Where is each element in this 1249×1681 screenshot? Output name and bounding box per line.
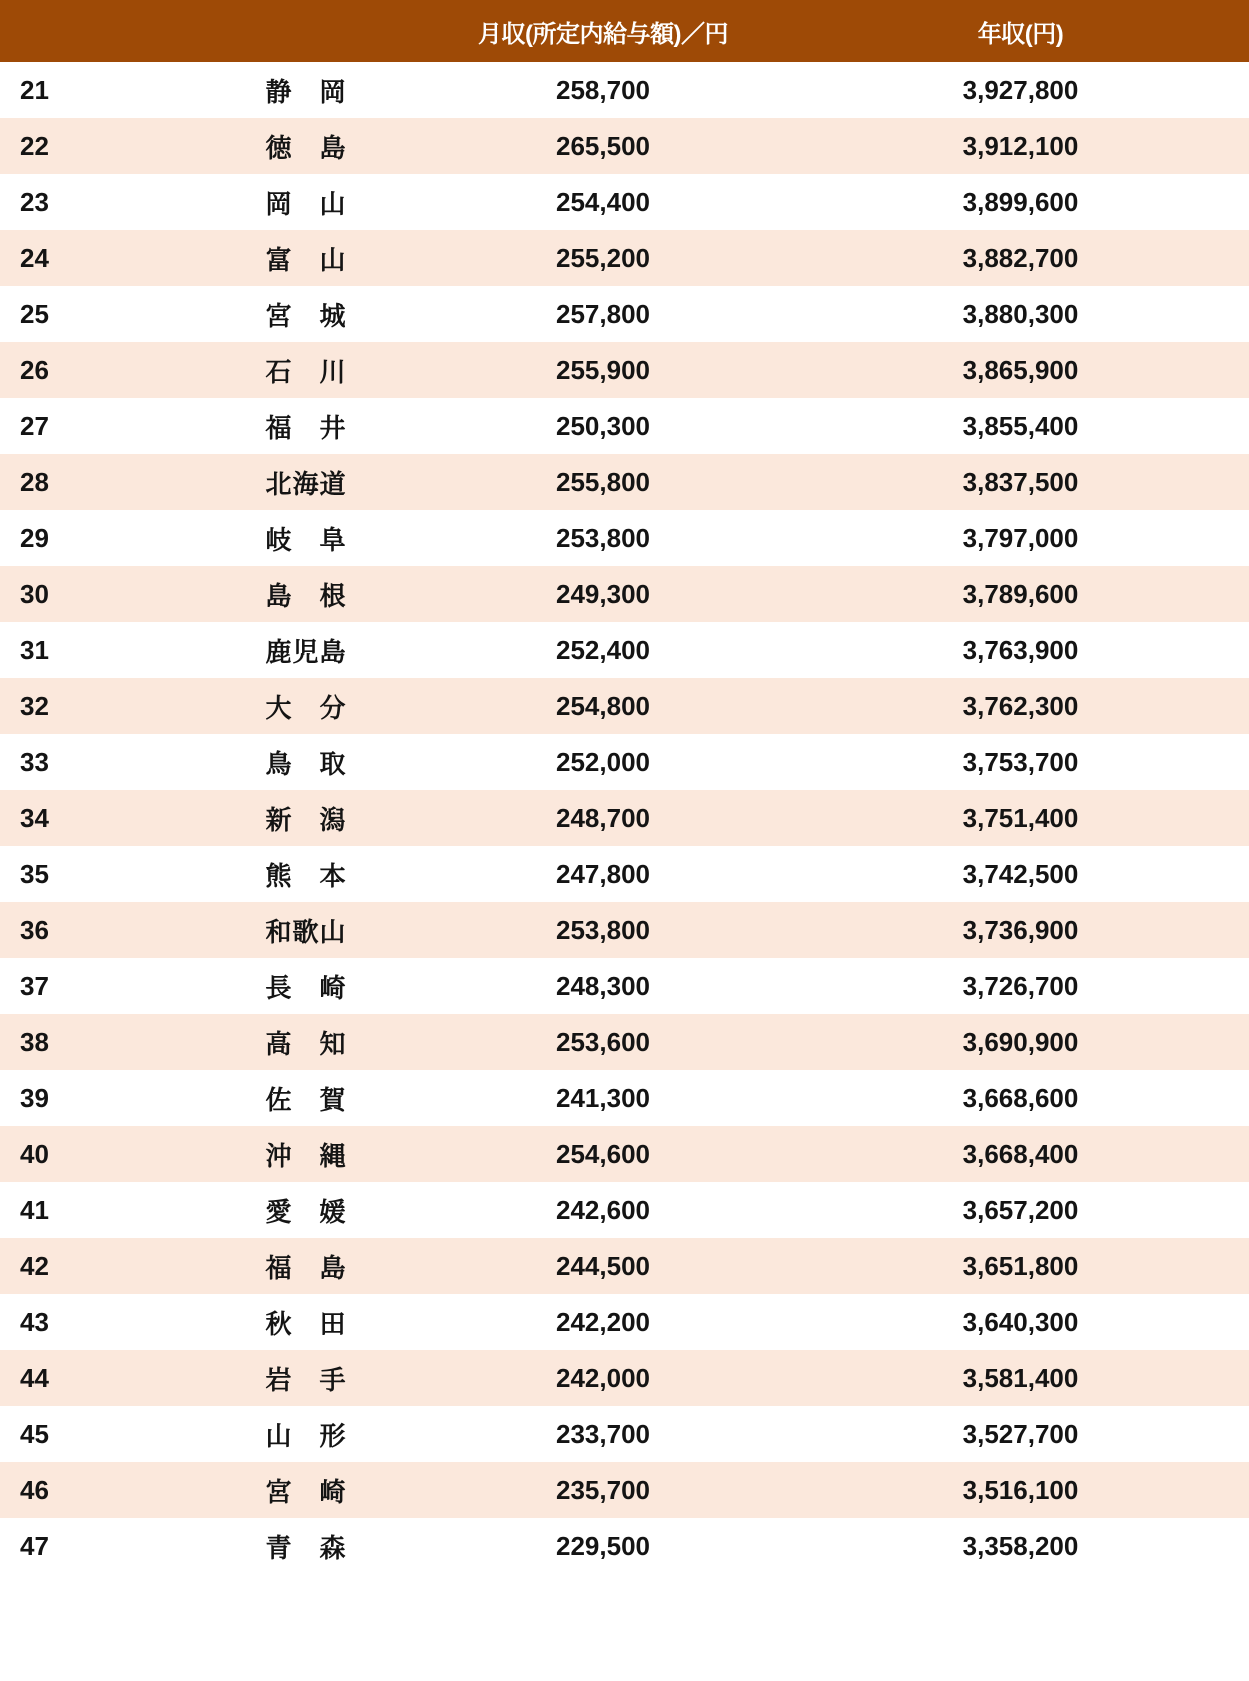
cell-monthly-income: 244,500 — [556, 1250, 650, 1281]
cell-annual-income: 3,927,800 — [962, 74, 1079, 105]
cell-rank: 21 — [20, 74, 49, 105]
column-header-rank — [0, 0, 200, 62]
cell-annual-income: 3,797,000 — [962, 522, 1079, 553]
cell-rank: 25 — [20, 298, 49, 329]
cell-monthly-income: 254,600 — [556, 1138, 650, 1169]
cell-rank: 40 — [20, 1138, 49, 1169]
cell-annual-income: 3,882,700 — [962, 242, 1079, 273]
cell-prefecture: 熊 本 — [265, 860, 347, 891]
cell-monthly-income: 255,800 — [556, 466, 650, 497]
table-row — [0, 1406, 1249, 1462]
cell-monthly-income: 265,500 — [556, 130, 650, 161]
cell-prefecture: 高 知 — [265, 1028, 347, 1059]
cell-monthly-income: 248,300 — [556, 970, 650, 1001]
table-row — [0, 454, 1249, 510]
cell-prefecture: 和歌山 — [265, 916, 347, 947]
table-row — [0, 510, 1249, 566]
cell-annual-income: 3,651,800 — [962, 1250, 1079, 1281]
cell-rank: 32 — [20, 690, 49, 721]
cell-rank: 27 — [20, 410, 49, 441]
cell-annual-income: 3,899,600 — [962, 186, 1079, 217]
cell-rank: 26 — [20, 354, 49, 385]
table-row — [0, 1126, 1249, 1182]
table-row — [0, 1014, 1249, 1070]
cell-rank: 29 — [20, 522, 49, 553]
cell-annual-income: 3,763,900 — [962, 634, 1079, 665]
cell-prefecture: 山 形 — [265, 1420, 347, 1451]
cell-prefecture: 宮 崎 — [265, 1476, 347, 1507]
table-body — [0, 62, 1249, 1574]
cell-prefecture: 福 島 — [265, 1252, 347, 1283]
cell-rank: 47 — [20, 1530, 49, 1561]
table-row — [0, 566, 1249, 622]
cell-monthly-income: 249,300 — [556, 578, 650, 609]
cell-prefecture: 青 森 — [265, 1532, 347, 1563]
cell-rank: 46 — [20, 1474, 49, 1505]
cell-prefecture: 鳥 取 — [265, 748, 347, 779]
cell-monthly-income: 257,800 — [556, 298, 650, 329]
table-row — [0, 1070, 1249, 1126]
table-row — [0, 286, 1249, 342]
cell-annual-income: 3,358,200 — [962, 1530, 1079, 1561]
table-row — [0, 958, 1249, 1014]
cell-annual-income: 3,668,600 — [962, 1082, 1079, 1113]
cell-rank: 23 — [20, 186, 49, 217]
cell-monthly-income: 229,500 — [556, 1530, 650, 1561]
cell-rank: 45 — [20, 1418, 49, 1449]
table-row — [0, 230, 1249, 286]
table-row — [0, 174, 1249, 230]
cell-monthly-income: 253,800 — [556, 914, 650, 945]
cell-monthly-income: 254,800 — [556, 690, 650, 721]
cell-prefecture: 岩 手 — [265, 1364, 347, 1395]
cell-annual-income: 3,581,400 — [962, 1362, 1079, 1393]
cell-rank: 28 — [20, 466, 49, 497]
cell-rank: 37 — [20, 970, 49, 1001]
cell-monthly-income: 253,800 — [556, 522, 650, 553]
cell-monthly-income: 242,200 — [556, 1306, 650, 1337]
table-row — [0, 1350, 1249, 1406]
cell-annual-income: 3,668,400 — [962, 1138, 1079, 1169]
cell-monthly-income: 252,000 — [556, 746, 650, 777]
cell-monthly-income: 252,400 — [556, 634, 650, 665]
cell-monthly-income: 241,300 — [556, 1082, 650, 1113]
cell-prefecture: 新 潟 — [265, 804, 347, 835]
cell-annual-income: 3,742,500 — [962, 858, 1079, 889]
table-row — [0, 1238, 1249, 1294]
table-row — [0, 734, 1249, 790]
cell-monthly-income: 233,700 — [556, 1418, 650, 1449]
cell-prefecture: 宮 城 — [265, 300, 347, 331]
cell-monthly-income: 247,800 — [556, 858, 650, 889]
cell-annual-income: 3,527,700 — [962, 1418, 1079, 1449]
table-row — [0, 1294, 1249, 1350]
cell-annual-income: 3,837,500 — [962, 466, 1079, 497]
cell-rank: 22 — [20, 130, 49, 161]
table-row — [0, 678, 1249, 734]
cell-prefecture: 岐 阜 — [265, 524, 347, 555]
table-row — [0, 1518, 1249, 1574]
cell-monthly-income: 255,900 — [556, 354, 650, 385]
cell-annual-income: 3,912,100 — [962, 130, 1079, 161]
cell-monthly-income: 248,700 — [556, 802, 650, 833]
column-header-monthly-income: 月収(所定内給与額)／円 — [420, 0, 810, 62]
cell-prefecture: 沖 縄 — [265, 1140, 347, 1171]
table-header — [0, 0, 1249, 62]
cell-prefecture: 佐 賀 — [265, 1084, 347, 1115]
cell-annual-income: 3,516,100 — [962, 1474, 1079, 1505]
table-row — [0, 790, 1249, 846]
cell-rank: 42 — [20, 1250, 49, 1281]
cell-annual-income: 3,855,400 — [962, 410, 1079, 441]
cell-monthly-income: 255,200 — [556, 242, 650, 273]
cell-rank: 33 — [20, 746, 49, 777]
cell-annual-income: 3,865,900 — [962, 354, 1079, 385]
cell-rank: 24 — [20, 242, 49, 273]
cell-rank: 44 — [20, 1362, 49, 1393]
cell-rank: 38 — [20, 1026, 49, 1057]
cell-rank: 35 — [20, 858, 49, 889]
table-row — [0, 1182, 1249, 1238]
cell-prefecture: 北海道 — [265, 468, 347, 499]
cell-monthly-income: 250,300 — [556, 410, 650, 441]
table-row — [0, 342, 1249, 398]
cell-annual-income: 3,736,900 — [962, 914, 1079, 945]
cell-annual-income: 3,762,300 — [962, 690, 1079, 721]
cell-prefecture: 鹿児島 — [265, 636, 347, 667]
cell-annual-income: 3,657,200 — [962, 1194, 1079, 1225]
cell-prefecture: 石 川 — [265, 356, 347, 387]
cell-rank: 43 — [20, 1306, 49, 1337]
table-row — [0, 846, 1249, 902]
cell-annual-income: 3,789,600 — [962, 578, 1079, 609]
table-row — [0, 902, 1249, 958]
cell-monthly-income: 242,000 — [556, 1362, 650, 1393]
cell-prefecture: 徳 島 — [265, 132, 347, 163]
table-header-row — [0, 0, 1249, 62]
table-row — [0, 62, 1249, 118]
cell-annual-income: 3,751,400 — [962, 802, 1079, 833]
cell-prefecture: 大 分 — [265, 692, 347, 723]
cell-prefecture: 秋 田 — [265, 1308, 347, 1339]
cell-monthly-income: 235,700 — [556, 1474, 650, 1505]
cell-rank: 36 — [20, 914, 49, 945]
cell-annual-income: 3,880,300 — [962, 298, 1079, 329]
cell-rank: 34 — [20, 802, 49, 833]
cell-monthly-income: 254,400 — [556, 186, 650, 217]
cell-prefecture: 岡 山 — [265, 188, 347, 219]
table-row — [0, 1462, 1249, 1518]
cell-prefecture: 福 井 — [265, 412, 347, 443]
cell-annual-income: 3,726,700 — [962, 970, 1079, 1001]
cell-rank: 39 — [20, 1082, 49, 1113]
cell-monthly-income: 253,600 — [556, 1026, 650, 1057]
cell-prefecture: 長 崎 — [265, 972, 347, 1003]
cell-rank: 41 — [20, 1194, 49, 1225]
cell-rank: 30 — [20, 578, 49, 609]
cell-prefecture: 愛 媛 — [265, 1196, 347, 1227]
column-header-prefecture — [200, 0, 420, 62]
cell-monthly-income: 242,600 — [556, 1194, 650, 1225]
cell-rank: 31 — [20, 634, 49, 665]
cell-prefecture: 静 岡 — [265, 76, 347, 107]
cell-monthly-income: 258,700 — [556, 74, 650, 105]
cell-annual-income: 3,640,300 — [962, 1306, 1079, 1337]
table-row — [0, 398, 1249, 454]
table-row — [0, 622, 1249, 678]
cell-prefecture: 富 山 — [265, 244, 347, 275]
table-row — [0, 118, 1249, 174]
cell-prefecture: 島 根 — [265, 580, 347, 611]
cell-annual-income: 3,753,700 — [962, 746, 1079, 777]
column-header-annual-income: 年収(円) — [810, 0, 1249, 62]
cell-annual-income: 3,690,900 — [962, 1026, 1079, 1057]
